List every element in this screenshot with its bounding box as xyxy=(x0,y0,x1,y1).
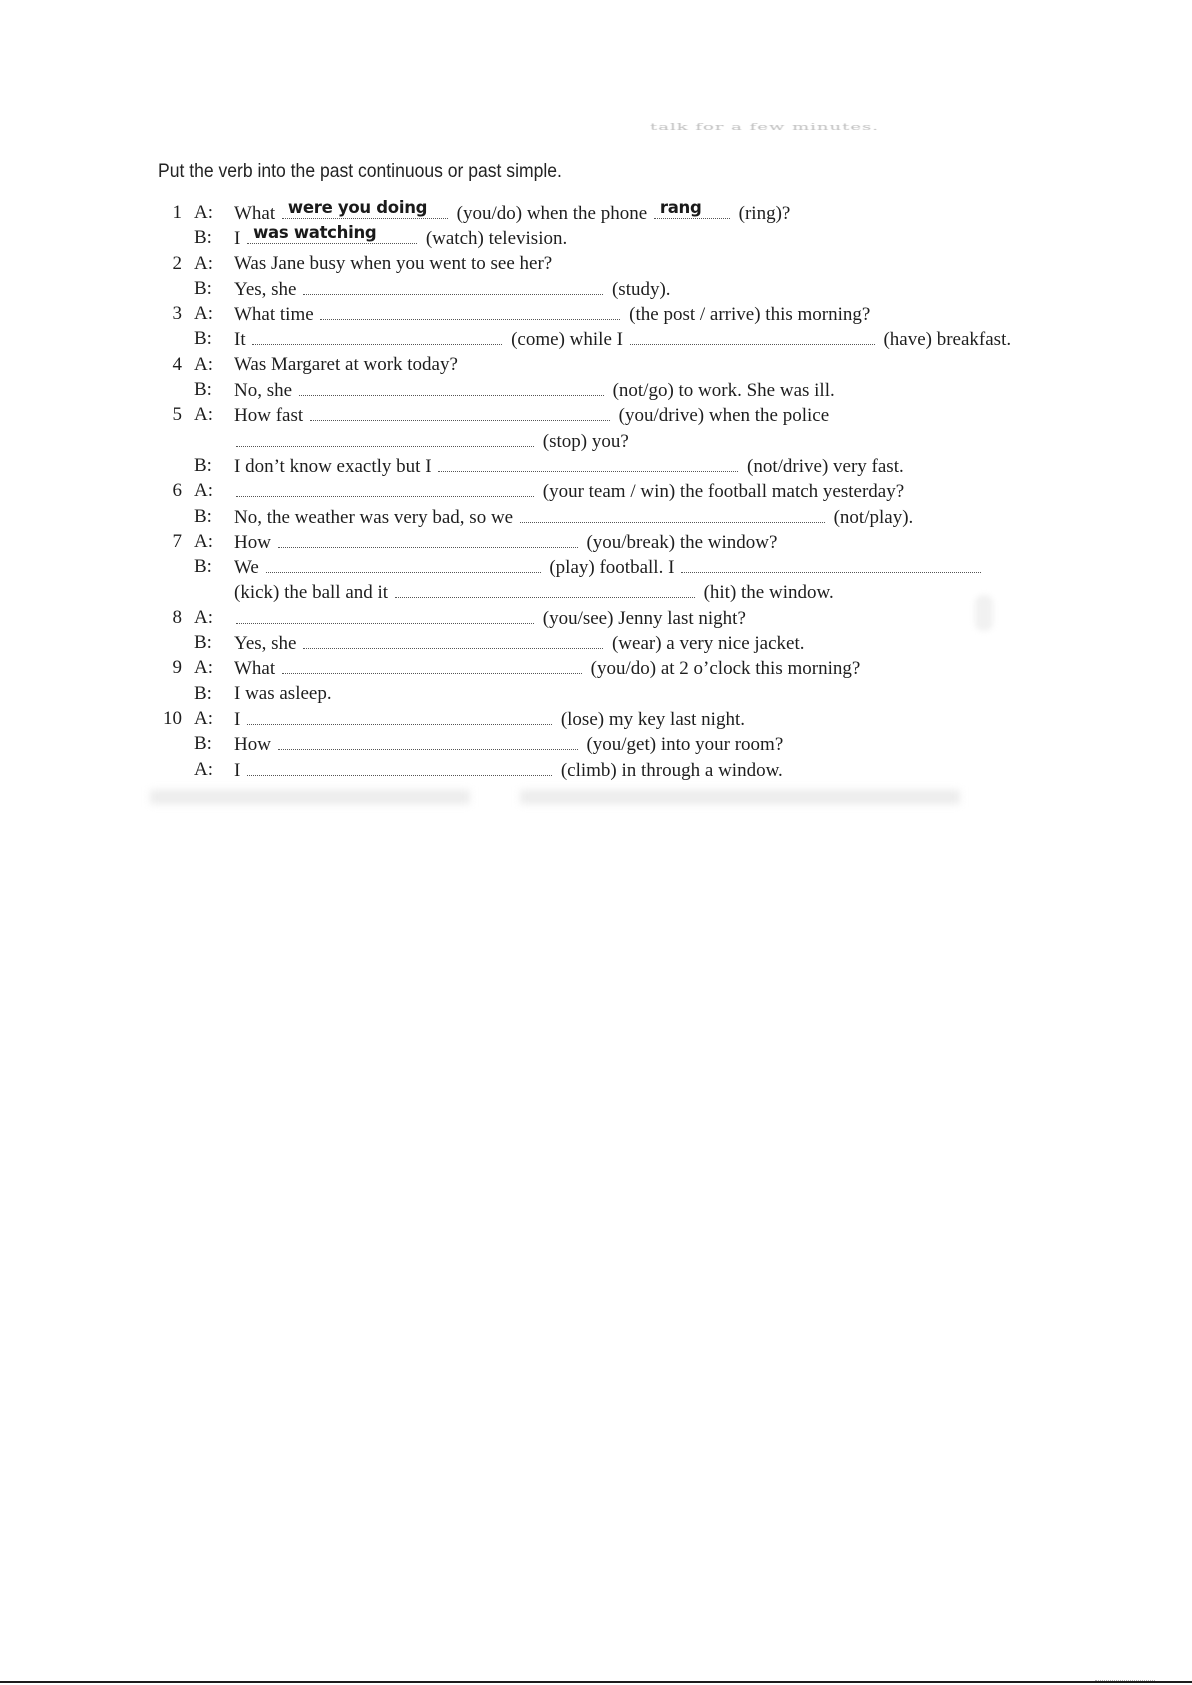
line-text: (the post / arrive) this morning? xyxy=(629,304,871,326)
line-text: No, she xyxy=(234,380,293,402)
handwritten-answer: rang xyxy=(659,198,702,217)
question-number: 4 xyxy=(172,353,182,375)
line-content xyxy=(234,377,835,403)
question-number: 2 xyxy=(172,252,182,274)
speaker-label: B: xyxy=(194,682,212,704)
line-content xyxy=(234,478,904,504)
line-text: Was Jane busy when you went to see her? xyxy=(234,252,553,274)
answer-blank[interactable] xyxy=(520,504,825,523)
line-text: I xyxy=(234,708,241,730)
page-bottom-edge xyxy=(0,1681,1192,1683)
answer-blank[interactable] xyxy=(630,326,875,345)
answer-blank[interactable] xyxy=(247,757,552,776)
line-content xyxy=(234,428,629,454)
line-text: (climb) in through a window. xyxy=(560,759,783,781)
answer-blank[interactable] xyxy=(438,453,738,472)
question-number: 9 xyxy=(172,657,182,679)
answer-blank[interactable] xyxy=(395,579,695,598)
line-content xyxy=(234,402,829,428)
line-content xyxy=(234,453,904,479)
line-text: It xyxy=(234,329,246,351)
answer-blank[interactable] xyxy=(681,554,981,573)
line-text: (hit) the window. xyxy=(703,582,834,604)
line-text: Was Margaret at work today? xyxy=(234,353,458,375)
line-text: Yes, she xyxy=(234,633,297,655)
scan-smudge xyxy=(150,790,470,804)
line-content xyxy=(234,352,458,377)
line-content xyxy=(234,276,671,302)
line-text: I xyxy=(234,759,241,781)
line-text: How xyxy=(234,734,271,756)
answer-blank[interactable] xyxy=(247,225,417,244)
line-text: I don’t know exactly but I xyxy=(234,455,432,477)
exercise-instruction: Put the verb into the past continuous or past simple. xyxy=(158,160,562,182)
speaker-label: B: xyxy=(194,379,212,401)
scan-smudge xyxy=(975,595,993,631)
question-number: 10 xyxy=(163,707,182,729)
line-text: (study). xyxy=(611,278,671,300)
line-content xyxy=(234,554,985,580)
line-text: (come) while I xyxy=(511,329,623,351)
line-content xyxy=(234,630,805,656)
speaker-label: A: xyxy=(194,657,213,679)
answer-blank[interactable] xyxy=(303,276,603,295)
question-number: 7 xyxy=(172,530,182,552)
speaker-label: A: xyxy=(194,530,213,552)
answer-blank[interactable] xyxy=(278,731,578,750)
scan-smudge xyxy=(520,790,960,804)
line-content xyxy=(234,301,870,327)
line-text: (you/see) Jenny last night? xyxy=(542,607,746,629)
speaker-label: A: xyxy=(194,252,213,274)
line-text: I was asleep. xyxy=(234,682,332,704)
speaker-label: B: xyxy=(194,227,212,249)
line-content xyxy=(234,251,552,276)
line-content xyxy=(234,731,783,757)
line-text: Yes, she xyxy=(234,278,297,300)
line-content xyxy=(234,529,777,555)
speaker-label: B: xyxy=(194,454,212,476)
answer-blank[interactable] xyxy=(282,200,448,219)
answer-blank[interactable] xyxy=(310,402,610,421)
speaker-label: B: xyxy=(194,632,212,654)
line-content xyxy=(234,326,1011,352)
line-text: (not/drive) very fast. xyxy=(747,455,904,477)
speaker-label: B: xyxy=(194,733,212,755)
line-text: (play) football. I xyxy=(549,557,675,579)
line-text: (your team / win) the football match yesterday? xyxy=(542,481,905,503)
line-text: What time xyxy=(234,304,314,326)
question-number: 6 xyxy=(172,480,182,502)
answer-blank[interactable] xyxy=(282,655,582,674)
handwritten-answer: were you doing xyxy=(287,198,428,217)
answer-blank[interactable] xyxy=(236,605,534,624)
answer-blank[interactable] xyxy=(247,706,552,725)
line-text: How xyxy=(234,531,271,553)
answer-blank[interactable] xyxy=(303,630,603,649)
speaker-label: A: xyxy=(194,202,213,223)
question-number: 1 xyxy=(172,202,182,223)
answer-blank[interactable] xyxy=(320,301,620,320)
question-number: 8 xyxy=(172,606,182,628)
speaker-label: A: xyxy=(194,303,213,325)
line-text: (wear) a very nice jacket. xyxy=(611,633,805,655)
speaker-label: B: xyxy=(194,505,212,527)
line-text: (you/drive) when the police xyxy=(618,405,830,427)
line-text: (you/break) the window? xyxy=(586,531,778,553)
line-content xyxy=(234,579,834,605)
line-text: (you/do) at 2 o’clock this morning? xyxy=(590,658,861,680)
handwritten-answer: was watching xyxy=(253,223,377,243)
speaker-label: A: xyxy=(194,404,213,426)
line-text: (lose) my key last night. xyxy=(560,708,745,730)
line-content xyxy=(234,757,783,783)
line-text: I xyxy=(234,228,241,250)
line-text: (stop) you? xyxy=(542,430,629,452)
line-text: How fast xyxy=(234,405,304,427)
line-text: No, the weather was very bad, so we xyxy=(234,506,514,528)
line-text: (not/go) to work. She was ill. xyxy=(612,380,835,402)
speaker-label: A: xyxy=(194,480,213,502)
page-corner-mark xyxy=(1095,1674,1155,1681)
line-content xyxy=(234,504,913,530)
line-text: We xyxy=(234,557,259,579)
speaker-label: B: xyxy=(194,556,212,578)
line-text: (you/get) into your room? xyxy=(586,734,784,756)
line-content xyxy=(234,605,746,631)
line-text: (kick) the ball and it xyxy=(234,582,389,604)
question-number: 3 xyxy=(172,303,182,325)
speaker-label: A: xyxy=(194,606,213,628)
answer-blank[interactable] xyxy=(299,377,604,396)
answer-blank[interactable] xyxy=(654,200,730,219)
line-text: (watch) television. xyxy=(425,228,568,250)
speaker-label: A: xyxy=(194,758,213,780)
line-text: (you/do) when the phone xyxy=(456,203,648,224)
line-content xyxy=(234,706,745,732)
line-text: What xyxy=(234,203,276,224)
line-text: (have) breakfast. xyxy=(883,329,1012,351)
line-text: What xyxy=(234,658,276,680)
speaker-label: B: xyxy=(194,328,212,350)
answer-blank[interactable] xyxy=(236,478,534,497)
answer-blank[interactable] xyxy=(266,554,541,573)
line-content xyxy=(234,225,567,251)
answer-blank[interactable] xyxy=(252,326,502,345)
answer-blank[interactable] xyxy=(236,428,534,447)
line-text: (not/play). xyxy=(833,506,914,528)
line-text: (ring)? xyxy=(738,203,791,224)
question-number: 5 xyxy=(172,404,182,426)
answer-blank[interactable] xyxy=(278,529,578,548)
line-content xyxy=(234,681,332,706)
speaker-label: A: xyxy=(194,353,213,375)
speaker-label: A: xyxy=(194,707,213,729)
line-content xyxy=(234,655,860,681)
speaker-label: B: xyxy=(194,277,212,299)
cut-off-text: talk for a few minutes. xyxy=(650,122,879,133)
